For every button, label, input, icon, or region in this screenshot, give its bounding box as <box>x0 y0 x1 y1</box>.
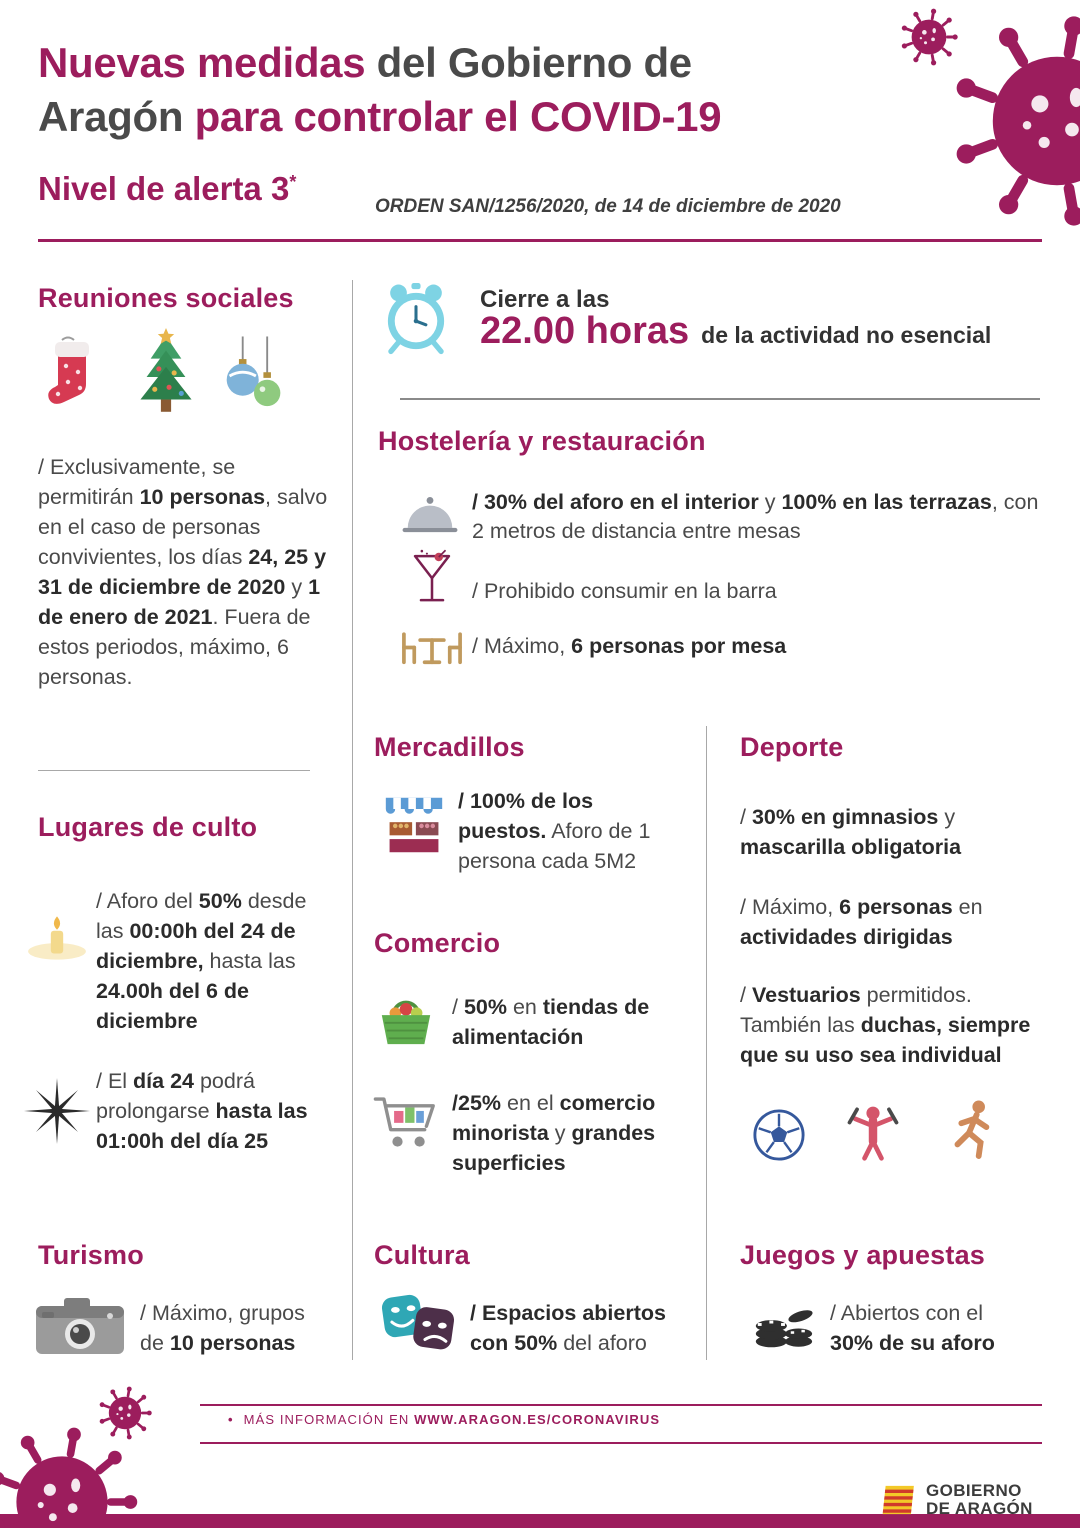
cloche-icon <box>400 492 460 538</box>
section-title-mercadillos: Mercadillos <box>374 732 525 762</box>
culto-item-1: / Aforo del 50% desde las 00:00h del 24 de diciembre, hasta las 24.00h del 6 de diciembre <box>96 889 307 1033</box>
virus-icon-large-top <box>950 14 1080 228</box>
christmas-tree-icon <box>128 328 204 422</box>
deporte-item-2: / Máximo, 6 personas en actividades dirigidas <box>740 895 983 949</box>
running-icon <box>942 1098 998 1162</box>
alert-level <box>38 170 296 208</box>
christmas-stocking-icon <box>42 336 106 416</box>
vertical-divider-left <box>352 280 353 1360</box>
page-title <box>38 36 721 144</box>
mercadillos-text: / 100% de los puestos. Aforo de 1 persona cada 5M2 <box>458 789 651 873</box>
order-reference: ORDEN SAN/1256/2020, de 14 de diciembre de 2020 <box>375 196 841 217</box>
comercio-item-1: / 50% en tiendas de alimentación <box>452 995 650 1049</box>
closure-divider <box>400 398 1040 400</box>
section-title-juegos: Juegos y apuestas <box>740 1240 986 1270</box>
section-title-turismo: Turismo <box>38 1240 144 1270</box>
virus-icon-bottom-large <box>0 1426 138 1528</box>
grocery-basket-icon <box>376 988 436 1048</box>
soccer-ball-icon <box>752 1108 806 1162</box>
footer-info-prefix: MÁS INFORMACIÓN EN <box>243 1412 415 1427</box>
logo-text <box>926 1482 1033 1518</box>
market-stall-icon <box>382 794 446 856</box>
candle-icon <box>24 912 90 964</box>
star-icon <box>24 1078 90 1144</box>
culto-item-2: / El día 24 podrá prolongarse hasta las 01:00h del día 25 <box>96 1069 308 1153</box>
section-title-reuniones: Reuniones sociales <box>38 283 294 313</box>
baubles-icon <box>222 336 286 416</box>
closure-suffix: de la actividad no esencial <box>701 322 992 348</box>
alarm-clock-icon <box>378 278 454 358</box>
title-gray-2: Aragón <box>38 93 195 140</box>
alert-level-text: Nivel de alerta 3 <box>38 170 290 207</box>
theater-masks-icon <box>378 1292 458 1354</box>
closure-prefix: Cierre a las <box>480 286 610 313</box>
footer-bullet: • <box>228 1412 234 1427</box>
weightlifting-icon <box>842 1100 904 1162</box>
camera-icon <box>34 1296 126 1358</box>
footer-info-url: WWW.ARAGON.ES/CORONAVIRUS <box>414 1412 661 1427</box>
logo-line-2: DE ARAGÓN <box>926 1499 1033 1518</box>
footer-info <box>228 1412 660 1427</box>
closure-time: 22.00 horas <box>480 310 690 352</box>
shopping-cart-icon <box>372 1090 440 1154</box>
comercio-item-2: /25% en el comercio minorista y grandes superficies <box>452 1091 656 1175</box>
alert-asterisk: * <box>289 172 297 192</box>
reuniones-text: / Exclusivamente, se permitirán 10 personas, salvo en el caso de personas convivientes, los días 24, 25 y 31 de diciembre de 2020 y 1 de enero de 2021. Fuera de estos periodos, máximo, 6 personas. <box>38 455 328 689</box>
aragon-flag-icon <box>880 1484 918 1516</box>
footer-rule-bottom <box>200 1442 1042 1444</box>
footer-rule-top <box>200 1404 1042 1406</box>
cultura-text: / Espacios abiertos con 50% del aforo <box>470 1301 666 1355</box>
hosteleria-item-1: / 30% del aforo en el interior y 100% en las terrazas, con 2 metros de distancia entre mesas <box>472 490 1039 543</box>
header-rule <box>38 239 1042 242</box>
logo-line-1: GOBIERNO <box>926 1481 1022 1500</box>
title-accent-1: Nuevas medidas <box>38 39 366 86</box>
cocktail-icon <box>410 548 454 610</box>
table-chairs-icon <box>398 624 466 668</box>
section-title-hosteleria: Hostelería y restauración <box>378 426 706 456</box>
section-title-deporte: Deporte <box>740 732 844 762</box>
title-accent-2: para controlar el COVID-19 <box>194 93 722 140</box>
poker-chips-icon <box>750 1296 816 1352</box>
juegos-text: / Abiertos con el 30% de su aforo <box>830 1301 995 1355</box>
hosteleria-item-3: / Máximo, 6 personas por mesa <box>472 634 787 658</box>
left-divider <box>38 770 310 771</box>
title-gray-1: del Gobierno de <box>365 39 692 86</box>
deporte-item-3: / Vestuarios permitidos. También las duchas, siempre que su uso sea individual <box>740 983 1031 1067</box>
closure-time-row <box>480 310 991 353</box>
gobierno-aragon-logo <box>880 1482 1033 1518</box>
vertical-divider-right <box>706 726 707 1360</box>
turismo-text: / Máximo, grupos de 10 personas <box>140 1301 305 1355</box>
section-title-cultura: Cultura <box>374 1240 470 1270</box>
section-title-culto: Lugares de culto <box>38 812 258 842</box>
section-title-comercio: Comercio <box>374 928 501 958</box>
hosteleria-item-2: / Prohibido consumir en la barra <box>472 579 777 603</box>
deporte-item-1: / 30% en gimnasios y mascarilla obligatoria <box>740 805 962 859</box>
